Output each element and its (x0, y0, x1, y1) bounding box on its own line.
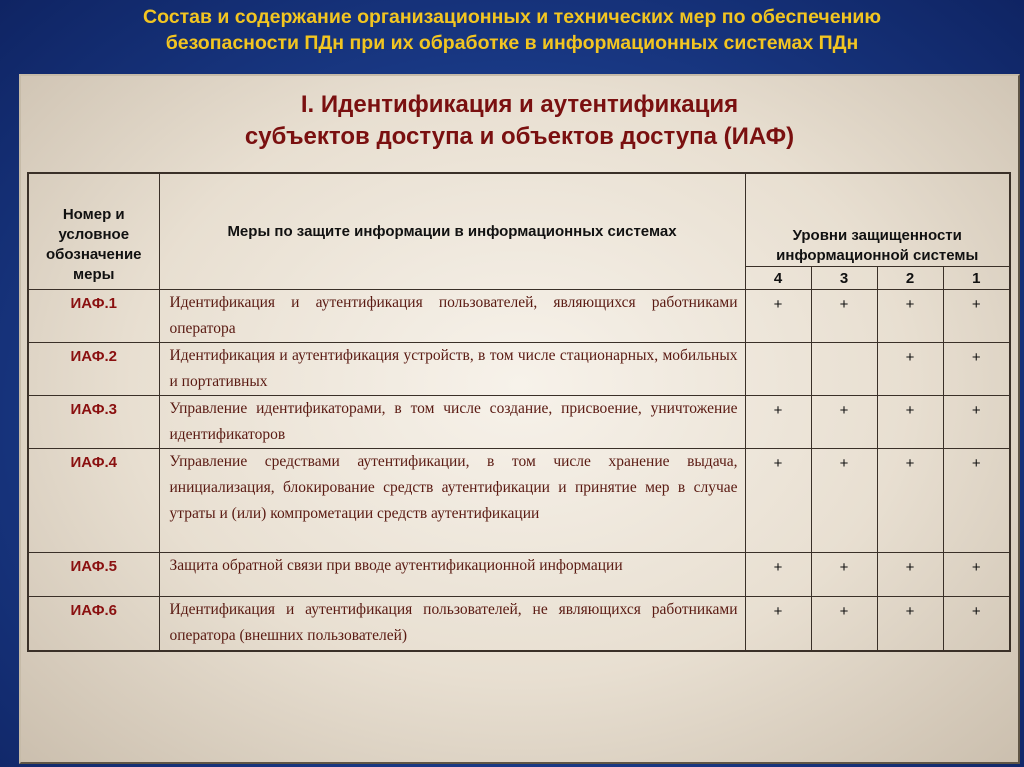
level-mark (811, 343, 877, 396)
level-mark: + (877, 290, 943, 343)
measure-code: ИАФ.6 (28, 597, 159, 651)
table-row (28, 343, 1010, 396)
level-mark: + (877, 553, 943, 597)
section-title-line-1: I. Идентификация и аутентификация (300, 91, 739, 118)
level-mark: + (877, 343, 943, 396)
level-mark: + (745, 553, 811, 597)
level-header-4: 4 (745, 267, 811, 290)
measure-description: Управление идентификаторами, в том числе создание, присвоение, уничтожение идентификаторов (159, 396, 745, 449)
table-header-row (28, 173, 1010, 267)
level-mark: + (745, 597, 811, 651)
column-header-measures: Меры по защите информации в информационных системах (159, 173, 745, 290)
level-mark (745, 343, 811, 396)
measure-code: ИАФ.5 (28, 553, 159, 597)
level-mark: + (943, 597, 1010, 651)
table-row (28, 553, 1010, 597)
level-mark: + (811, 597, 877, 651)
measure-description: Управление средствами аутентификации, в том числе хранение выдача, инициализация, блокирование средств аутентификации и принятие мер в случае утраты и (или) компрометации средств аутентификации (159, 449, 745, 553)
level-mark: + (811, 553, 877, 597)
measure-description: Идентификация и аутентификация пользователей, являющихся работниками оператора (159, 290, 745, 343)
level-mark: + (943, 290, 1010, 343)
table-row (28, 597, 1010, 651)
measure-code: ИАФ.2 (28, 343, 159, 396)
header-title-line-1: Состав и содержание организационных и технических мер по обеспечению (142, 6, 882, 28)
measure-description: Защита обратной связи при вводе аутентификационной информации (159, 553, 745, 597)
level-mark: + (811, 396, 877, 449)
level-mark: + (877, 597, 943, 651)
level-mark: + (943, 343, 1010, 396)
measure-code: ИАФ.4 (28, 449, 159, 553)
measures-table (27, 172, 1011, 652)
table-row (28, 396, 1010, 449)
level-mark: + (877, 449, 943, 553)
section-title-line-2: субъектов доступа и объектов доступа (ИАФ) (244, 123, 795, 150)
level-mark: + (745, 290, 811, 343)
level-mark: + (943, 396, 1010, 449)
column-header-code: Номер и условное обозначение меры (28, 173, 159, 290)
measure-code: ИАФ.3 (28, 396, 159, 449)
content-panel (19, 74, 1020, 764)
level-mark: + (745, 396, 811, 449)
level-header-2: 2 (877, 267, 943, 290)
table-row (28, 449, 1010, 553)
section-title (21, 89, 1018, 153)
column-header-levels: Уровни защищенности информационной системы (745, 173, 1010, 267)
level-header-1: 1 (943, 267, 1010, 290)
measure-description: Идентификация и аутентификация устройств, в том числе стационарных, мобильных и портативных (159, 343, 745, 396)
slide-header-title (0, 4, 1024, 56)
level-mark: + (943, 449, 1010, 553)
table-row (28, 290, 1010, 343)
header-title-line-2: безопасности ПДн при их обработке в информационных системах ПДн (165, 32, 859, 54)
measure-code: ИАФ.1 (28, 290, 159, 343)
level-mark: + (943, 553, 1010, 597)
level-mark: + (877, 396, 943, 449)
level-mark: + (811, 290, 877, 343)
level-header-3: 3 (811, 267, 877, 290)
level-mark: + (745, 449, 811, 553)
level-mark: + (811, 449, 877, 553)
measure-description: Идентификация и аутентификация пользователей, не являющихся работниками оператора (внешних пользователей) (159, 597, 745, 651)
